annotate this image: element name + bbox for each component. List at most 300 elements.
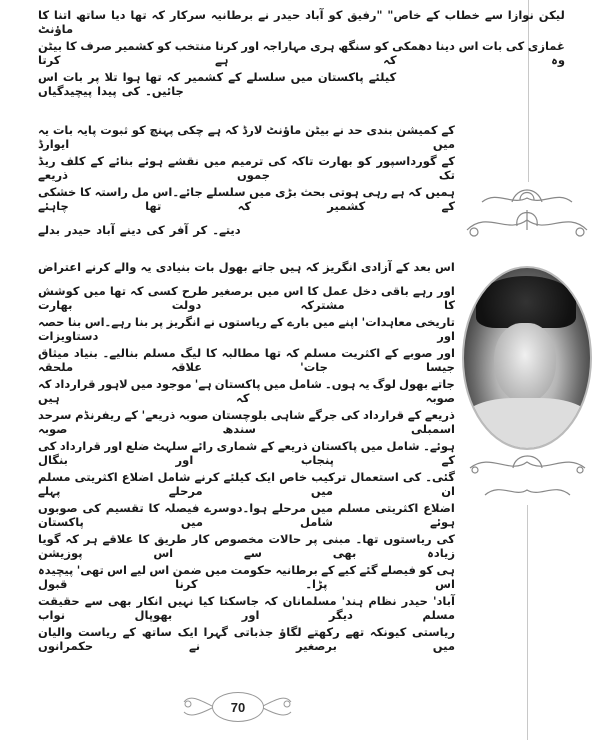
word: ذریعے [424, 407, 455, 422]
word: سے [243, 545, 262, 560]
word: کا [79, 184, 91, 199]
word: سے [84, 593, 103, 608]
word: ہوئے [138, 153, 164, 168]
word: موجود [155, 376, 192, 391]
word: ہوا [122, 69, 141, 84]
word: کے [260, 438, 275, 453]
text-line [38, 6, 565, 37]
word: تھا [145, 198, 162, 213]
word: ماؤنٹ [38, 21, 74, 36]
word: میں [257, 283, 280, 298]
word: کو [419, 562, 434, 577]
word: دیتے۔ [212, 222, 241, 237]
word: کہ [65, 531, 79, 546]
word: بلوچستان [212, 407, 268, 422]
word: ہوئے [429, 514, 455, 529]
word: ہمیں [425, 184, 455, 199]
word: شامل [157, 469, 191, 484]
word: سرحد [38, 407, 72, 422]
word: تک [438, 167, 455, 182]
word: کہ [237, 198, 252, 213]
word: رہے۔اس [84, 314, 132, 329]
word: ہے [207, 122, 222, 137]
word: خاص [279, 469, 308, 484]
word: صوبوں [38, 500, 78, 515]
word: کرنے [85, 259, 111, 274]
word: قرارداد [363, 407, 405, 422]
word: طرح [181, 283, 209, 298]
word: بیٹن [305, 122, 330, 137]
paragraph-2 [38, 121, 565, 245]
text-line [38, 313, 455, 344]
word: ہیں [279, 259, 302, 274]
word: قرارداد [59, 438, 101, 453]
word: کے [90, 153, 104, 168]
word: خشکی [38, 184, 77, 199]
word: کیونکہ [369, 624, 407, 639]
word: اس [107, 562, 127, 577]
word: نے [332, 122, 344, 137]
word: ہے' [194, 376, 212, 391]
word: انگریز [166, 314, 201, 329]
word: کی [268, 153, 287, 168]
word: دیا [111, 7, 126, 22]
word: بدلے [38, 222, 61, 237]
word: لیے [130, 562, 147, 577]
word: میں [249, 184, 272, 199]
word: پنجاب [300, 452, 334, 467]
word: والے [114, 259, 137, 274]
word: ترمیم [230, 153, 264, 168]
word: پڑا۔ [305, 576, 328, 591]
word: کی [436, 531, 455, 546]
text-line [38, 375, 455, 406]
word: پاکستان [214, 376, 261, 391]
word: راستہ [94, 184, 128, 199]
word: کا [148, 500, 160, 515]
word: دینے [119, 222, 142, 237]
word: پیدا [97, 83, 117, 98]
word: مخصوص [214, 531, 264, 546]
word: تھے [345, 624, 365, 639]
word: گئے [359, 562, 378, 577]
word: تلا [104, 69, 118, 84]
word: ہری [310, 38, 335, 53]
word: ضلع [125, 438, 150, 453]
word: برصغیر [212, 283, 254, 298]
word: میں [205, 562, 228, 577]
word: حکومت [230, 562, 273, 577]
word: صوبہ [178, 407, 209, 422]
word: کہ [130, 283, 144, 298]
word: کا [205, 345, 217, 360]
text-line [38, 37, 565, 68]
word: جات' [300, 359, 328, 374]
word: کے [270, 314, 284, 329]
word: تھا [145, 69, 162, 84]
word: اس [435, 259, 455, 274]
word: کہ [383, 52, 397, 67]
word: دخل [352, 283, 377, 298]
word: بھول [398, 376, 429, 391]
word: اکثریتی [74, 469, 118, 484]
word: کے [441, 198, 455, 213]
word: پوزیشن [38, 545, 83, 560]
word: ہوتی [329, 184, 359, 199]
word: اور [437, 283, 455, 298]
word: اکثریتی [375, 500, 419, 515]
word: اس [149, 562, 170, 577]
word: رہی [362, 184, 388, 199]
word: اور [241, 607, 260, 622]
text-line [38, 623, 455, 654]
word: اپنے [338, 314, 359, 329]
word: لاہور [98, 376, 128, 391]
word: جاتے [431, 376, 455, 391]
word: معاہدات' [361, 314, 412, 329]
word: نے [258, 7, 270, 22]
word: حیدر [65, 222, 92, 237]
word: میں [130, 376, 153, 391]
word: کیلئے [368, 69, 397, 84]
word: حد [347, 122, 363, 137]
word: سرکار [169, 7, 206, 22]
word: برطانیہ [210, 7, 254, 22]
word: ہر [83, 531, 98, 546]
word: کے [441, 452, 455, 467]
word: میں [290, 69, 313, 84]
word: شاہی [270, 407, 305, 422]
word: ترکیب [311, 469, 347, 484]
word: صرف [80, 38, 112, 53]
word: کشمیر [115, 38, 154, 53]
word: کہ [305, 259, 319, 274]
word: ہوئے۔ [423, 438, 455, 453]
word: نہیں [167, 593, 194, 608]
word: شامل [386, 438, 420, 453]
word: خطاب [444, 7, 480, 22]
word: اور [437, 328, 455, 343]
word: پر [306, 531, 318, 546]
word: کو [131, 122, 146, 137]
word: جیسا [425, 359, 455, 374]
word: ماؤنٹ [266, 122, 302, 137]
word: گویا [38, 531, 61, 546]
word: لوگ [372, 376, 396, 391]
word: بعد [413, 259, 431, 274]
word: کے [124, 407, 138, 422]
word: خاص" [387, 7, 422, 22]
word: مشترکہ [300, 297, 345, 312]
word: پاکستان [317, 69, 364, 84]
word: پاکستان [311, 438, 358, 453]
word: بنائے [108, 153, 134, 168]
word: بھارت [38, 297, 73, 312]
text-line [38, 251, 455, 282]
word: جاتے [251, 259, 276, 274]
word: بھول [218, 259, 248, 274]
word: یہ [38, 122, 50, 137]
word: اعتراض [38, 259, 82, 274]
word: مبنی [322, 531, 351, 546]
word: پایہ [76, 122, 97, 137]
word: میثاق [38, 345, 70, 360]
paragraph-1 [38, 6, 565, 99]
word: مسلم [303, 345, 337, 360]
word: مل [131, 184, 149, 199]
word: اور [241, 38, 260, 53]
word: کے [384, 345, 399, 360]
word: رکھتے [307, 624, 340, 639]
word: بات [52, 122, 74, 137]
word: نے [189, 638, 201, 653]
word: کی [82, 500, 101, 515]
word: سلسلے [206, 184, 246, 199]
word: اکثریت [341, 345, 381, 360]
word: اضلاع [423, 500, 455, 515]
word: بھی [107, 593, 132, 608]
word: دولت [171, 297, 202, 312]
word: ریاستوں [218, 314, 267, 329]
word: سنگھ [338, 38, 372, 53]
word: گئی۔ [425, 469, 455, 484]
word: تقسیم [105, 500, 144, 515]
word: ضمن [172, 562, 202, 577]
word: کی [341, 407, 360, 422]
word: صوبہ [425, 390, 455, 405]
word: بنا [67, 314, 82, 329]
word: یہ [140, 259, 152, 274]
text-line [38, 344, 455, 375]
word: حکمرانوں [38, 638, 94, 653]
word: ہے [215, 52, 229, 67]
word: میں [432, 136, 455, 151]
word: فیصلے [380, 562, 416, 577]
word: جموں [236, 167, 270, 182]
word: کی [121, 83, 141, 98]
word: صوبے [403, 345, 433, 360]
word: آباد' [432, 593, 455, 608]
word: میں [360, 438, 383, 453]
text-line [38, 530, 455, 561]
word: سلسلے [246, 69, 286, 84]
word: کہ [151, 7, 165, 22]
word: ذریعے [277, 438, 308, 453]
word: آباد [305, 7, 324, 22]
word: کو [374, 38, 389, 53]
word: کا [138, 531, 150, 546]
word: ریاست [78, 624, 117, 639]
word: چکی [177, 122, 204, 137]
word: میں [180, 514, 203, 529]
word: کہ [285, 345, 300, 360]
word: صوبہ [38, 421, 68, 436]
word: دیگر [328, 607, 353, 622]
text-line [38, 437, 455, 468]
word: اس [38, 69, 58, 84]
word: مہاراجہ [262, 38, 307, 53]
word: نے [203, 314, 215, 329]
word: برطانیہ [275, 562, 318, 577]
word: پیچیدگیاں [38, 83, 93, 98]
word: ہند' [341, 593, 364, 608]
word: ایوارڈ [38, 136, 70, 151]
word: مسلم [337, 500, 371, 515]
text-line [38, 214, 455, 245]
word: مرحلے [271, 500, 306, 515]
word: اس [283, 283, 304, 298]
word: ذریعے [38, 167, 69, 182]
word: بنیادی [155, 259, 191, 274]
word: کی [505, 38, 525, 53]
word: بنیاد [73, 345, 98, 360]
word: بات [194, 259, 215, 274]
word: کسی [147, 283, 178, 298]
word: کہ [38, 376, 52, 391]
word: پیچیدہ [38, 562, 74, 577]
word: شامل [299, 514, 333, 529]
word: پر [88, 69, 100, 84]
word: حقیقت [38, 593, 80, 608]
word: حصہ [38, 314, 65, 329]
word: علاقے [102, 531, 134, 546]
word: جاسکتا [219, 593, 260, 608]
word: بنا [134, 314, 149, 329]
word: ان [441, 483, 455, 498]
word: باقی [381, 283, 409, 298]
word: سلہٹ [152, 438, 188, 453]
word: انگریز [323, 259, 357, 274]
word: آزادی [360, 259, 392, 274]
word: کے [441, 153, 455, 168]
word: شماری [216, 438, 258, 453]
word: عمل [322, 283, 349, 298]
word: ریڈ [38, 153, 56, 168]
word: علاقہ [171, 359, 203, 374]
paragraph-3 [38, 251, 565, 654]
word: کیا [198, 593, 215, 608]
word: کہ [264, 593, 278, 608]
word: منتخب [174, 38, 212, 53]
word: میں [310, 500, 333, 515]
word: اضلاع [121, 469, 154, 484]
word: بیٹن [38, 38, 63, 53]
word: پر [151, 314, 164, 329]
word: فیصلہ [164, 500, 200, 515]
word: دھمکی [392, 38, 433, 53]
word: کہ [166, 69, 181, 84]
word: کی [146, 222, 165, 237]
text-line [38, 561, 455, 592]
word: کو [357, 153, 372, 168]
word: ساتھ [76, 7, 107, 22]
word: کیلئے [223, 469, 251, 484]
word: کلف [60, 153, 86, 168]
word: کے [395, 259, 410, 274]
word: کو [157, 38, 172, 53]
word: ذریعے' [141, 407, 176, 422]
word: تھا۔ [355, 531, 379, 546]
word: ہوں۔ [324, 376, 356, 391]
word: شامل [288, 376, 322, 391]
text-line [38, 499, 455, 530]
word: تھا [130, 7, 147, 22]
word: اسمبلی [411, 421, 455, 436]
word: جذباتی [233, 624, 274, 639]
word: کار [191, 531, 210, 546]
body-text [38, 6, 565, 660]
word: کا [65, 38, 77, 53]
word: ایک [255, 469, 276, 484]
word: کشمیر [185, 69, 224, 84]
word: کر [193, 222, 208, 237]
word: کے [407, 407, 422, 422]
word: ملحقہ [38, 359, 74, 374]
word: بنگال [38, 452, 68, 467]
word: حیدر [401, 593, 428, 608]
word: بھوپال [134, 607, 173, 622]
text-line [38, 282, 455, 313]
word: حالات [268, 531, 302, 546]
word: تھا [264, 345, 282, 360]
word: گہرا [203, 624, 228, 639]
word: کشمیر [327, 198, 366, 213]
word: کوشش [38, 283, 80, 298]
word: بڑی [274, 184, 297, 199]
word: انکار [136, 593, 163, 608]
word: جائے۔اس [152, 184, 203, 199]
word: ریفرنڈم [75, 407, 121, 422]
word: جائیں۔ [145, 83, 184, 98]
word: کی [38, 438, 57, 453]
word: تاریخی [415, 314, 455, 329]
word: ثبوت [100, 122, 129, 137]
word: لگاؤ [279, 624, 302, 639]
word: کا [443, 297, 455, 312]
word: حیدر [274, 7, 301, 22]
text-line [38, 68, 455, 99]
word: ریاستوں [383, 531, 432, 546]
word: تاکہ [291, 153, 314, 168]
word: مسلم [143, 345, 176, 360]
word: میں [310, 483, 334, 498]
word: میں [312, 314, 335, 329]
word: سندھ [222, 421, 256, 436]
word: کہ [235, 390, 250, 405]
word: نواب [38, 607, 66, 622]
word: بھی [332, 545, 357, 560]
word: مسلمانان [282, 593, 337, 608]
text-line [38, 592, 455, 623]
word: اتنا [53, 7, 72, 22]
word: ہوا۔دوسرے [204, 500, 268, 515]
word: وہ [551, 52, 565, 67]
word: چاہئے [38, 198, 69, 213]
word: رائے [191, 438, 214, 453]
word: کی [402, 469, 422, 484]
word: کے [321, 562, 335, 577]
word: والیان [38, 624, 73, 639]
word: آفر [169, 222, 189, 237]
text-line [38, 468, 455, 499]
word: اس [435, 576, 455, 591]
word: ہی [436, 562, 455, 577]
word: ایک [177, 624, 198, 639]
word: مطالبہ [221, 345, 261, 360]
word: کہ [224, 122, 239, 137]
word: پہنچ [149, 122, 174, 137]
word: کے [122, 624, 136, 639]
